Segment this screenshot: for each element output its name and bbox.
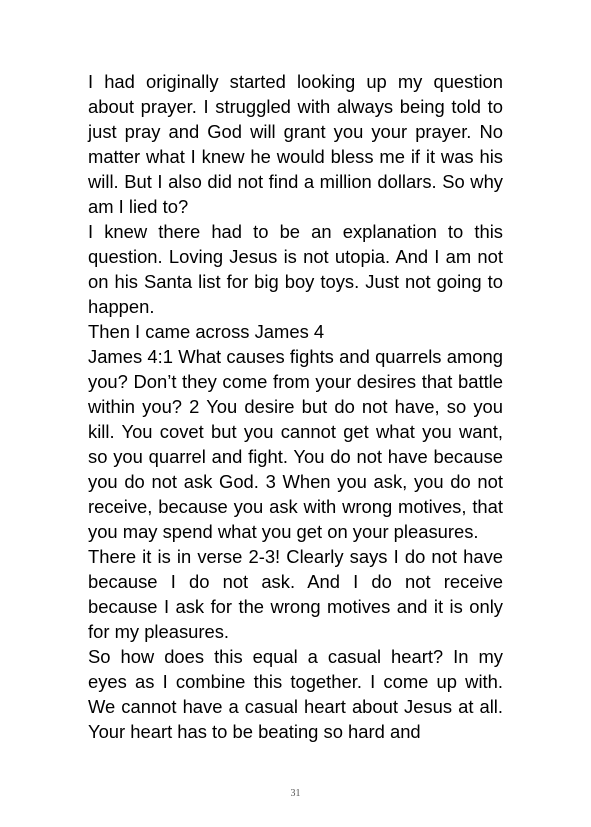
paragraph-casual-heart: So how does this equal a casual heart? In my eyes as I combine this together. I come up with. We cannot have a casual heart about Jesus at all. Your heart has to be beating so hard and <box>88 646 503 742</box>
body-text <box>88 69 503 744</box>
paragraph-prayer-question: I had originally started looking up my question about prayer. I struggled with always being told to just pray and God will grant you your prayer. No matter what I knew he would bless me if it was his will. But I also did not find a million dollars. So why am I lied to? <box>88 71 503 217</box>
paragraph-james-intro: Then I came across James 4 <box>88 321 325 342</box>
paragraph-james-quote: James 4:1 What causes fights and quarrels among you? Don’t they come from your desires that battle within you? 2 You desire but do not have, so you kill. You covet but you cannot get what you want, so you quarrel and fight. You do not have because you do not ask God. 3 When you ask, you do not receive, because you ask with wrong motives, that you may spend what you get on your pleasures. <box>88 346 503 542</box>
paragraph-explanation: I knew there had to be an explanation to this question. Loving Jesus is not utopia. And I am not on his Santa list for big boy toys. Just not going to happen. <box>88 221 503 317</box>
page-number: 31 <box>290 788 301 799</box>
paragraph-verse-reflection: There it is in verse 2-3! Clearly says I do not have because I do not ask. And I do not receive because I ask for the wrong motives and it is only for my pleasures. <box>88 546 503 642</box>
